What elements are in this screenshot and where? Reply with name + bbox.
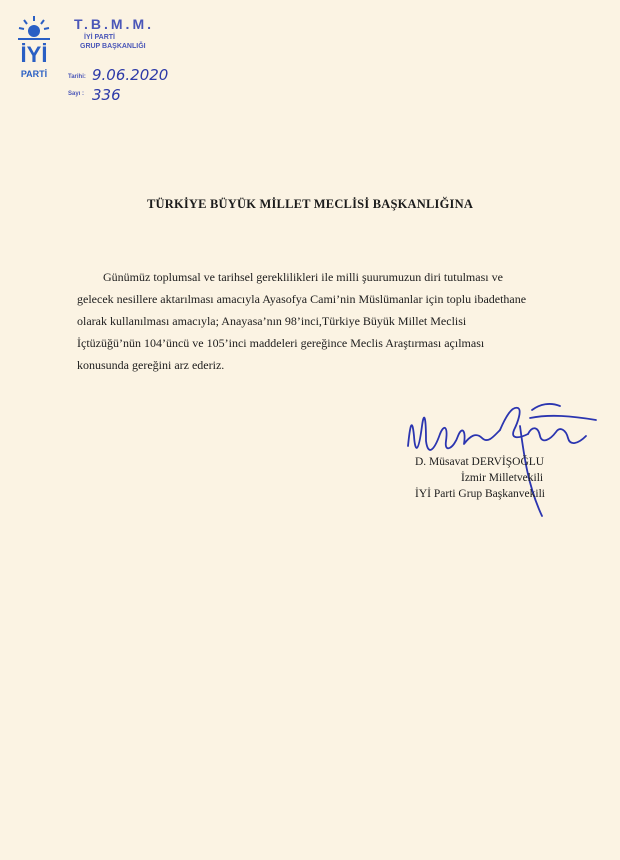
document-heading: TÜRKİYE BÜYÜK MİLLET MECLİSİ BAŞKANLIĞINA	[146, 197, 474, 211]
stamp-date-value: 9.06.2020	[92, 66, 169, 84]
logo-sub-text: PARTİ	[20, 69, 48, 79]
stamp-party-line: İYİ PARTİ	[84, 34, 115, 41]
signatory-role: İYİ Parti Grup Başkanvekili	[415, 488, 545, 500]
party-logo	[14, 14, 54, 84]
stamp-title: T.B.M.M.	[74, 16, 154, 32]
sun-icon	[14, 14, 54, 44]
stamp-date-label: Tarihi:	[68, 74, 86, 80]
document-body	[77, 266, 555, 376]
body-line: Günümüz toplumsal ve tarihsel gereklilikleri ile milli şuurumuzun diri tutulması ve	[103, 270, 503, 284]
signatory-name: D. Müsavat DERVİŞOĞLU	[415, 456, 545, 468]
body-line: olarak kullanılması amacıyla; Anayasa’nın 98’inci,Türkiye Büyük Millet Meclisi	[77, 314, 467, 328]
body-line: gelecek nesillere aktarılması amacıyla Ayasofya Cami’nin Müslümanlar için toplu ibadethane	[77, 292, 527, 306]
stamp-group-line: GRUP BAŞKANLIĞI	[80, 43, 146, 50]
signatory-block	[415, 454, 595, 502]
stamp-number-label: Sayı :	[68, 91, 85, 97]
body-line: konusunda gereğini arz ederiz.	[77, 358, 225, 372]
signatory-title: İzmir Milletvekili	[461, 472, 544, 484]
logo-main-text: İYİ	[20, 42, 48, 67]
registry-stamp	[66, 14, 176, 104]
body-line: İçtüzüğü’nün 104’üncü ve 105’inci maddeleri gereğince Meclis Araştırması açılması	[77, 336, 485, 350]
stamp-number-value: 336	[92, 86, 121, 104]
